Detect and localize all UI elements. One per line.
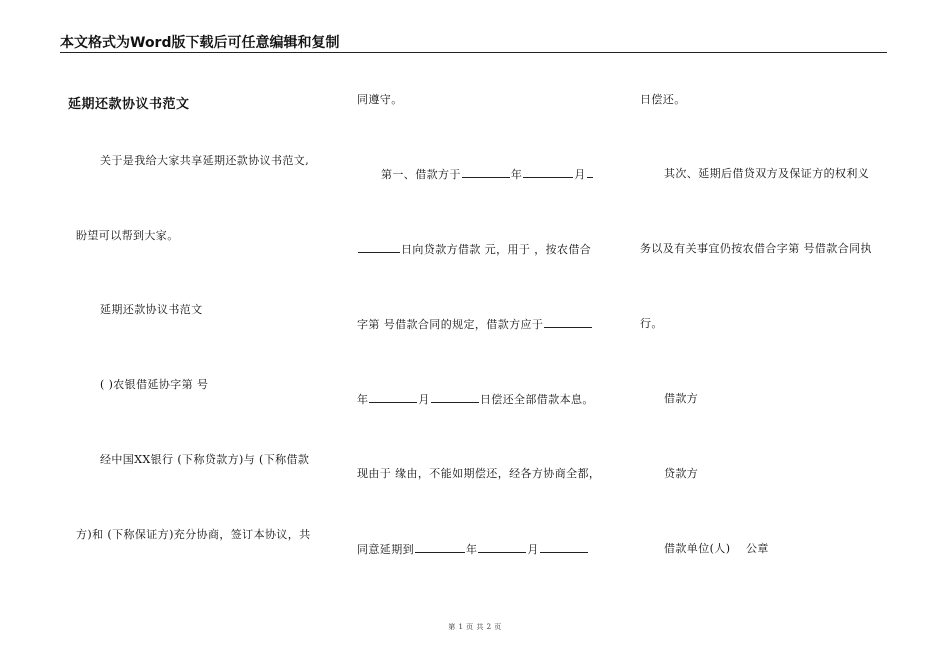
line-text: 日向贷款方借款 元，用于 ，按农借合 xyxy=(401,243,592,256)
paragraph-line xyxy=(357,317,593,332)
paragraph-line: 借款单位(人) 公章 xyxy=(664,542,769,555)
fill-in-blank xyxy=(462,167,510,178)
paragraph-line: 日偿还。 xyxy=(640,93,686,106)
fill-in-blank xyxy=(587,167,593,178)
line-text: 月 xyxy=(527,543,539,556)
paragraph-line: 借款方 xyxy=(664,392,699,405)
document-header: 本文格式为Word版下载后可任意编辑和复制 xyxy=(60,35,340,51)
document-title: 延期还款协议书范文 xyxy=(68,97,190,112)
line-text: 年 xyxy=(466,543,478,556)
paragraph-line: 盼望可以帮到大家。 xyxy=(76,229,179,242)
fill-in-blank xyxy=(358,242,400,253)
paragraph-line xyxy=(381,167,594,182)
paragraph-line: 务以及有关事宜仍按农借合字第 号借款合同执 xyxy=(640,242,872,255)
paragraph-line: 延期还款协议书范文 xyxy=(100,303,203,316)
paragraph-line: 贷款方 xyxy=(664,467,699,480)
paragraph-line: 关于是我给大家共享延期还款协议书范文, xyxy=(100,154,310,167)
page-number: 第 1 页 共 2 页 xyxy=(448,623,502,631)
line-text: 年 xyxy=(510,168,523,181)
fill-in-blank xyxy=(415,542,465,553)
line-text: 月 xyxy=(418,393,430,406)
paragraph-line: 经中国XX银行 (下称贷款方)与 (下称借款 xyxy=(100,453,310,466)
line-text: 日偿还全部借款本息。 xyxy=(479,393,594,406)
paragraph-line: 行。 xyxy=(640,317,663,330)
paragraph-line: ( )农银借延协字第 号 xyxy=(100,378,209,391)
fill-in-blank xyxy=(478,542,526,553)
paragraph-line xyxy=(357,242,591,257)
fill-in-blank xyxy=(544,317,592,328)
line-text: 年 xyxy=(357,393,369,406)
paragraph-line: 方)和 (下称保证方)充分协商，签订本协议，共 xyxy=(76,528,311,541)
line-text: 月 xyxy=(574,168,586,181)
paragraph-line xyxy=(357,542,589,557)
paragraph-line: 其次、延期后借贷双方及保证方的权利义 xyxy=(664,167,870,180)
fill-in-blank xyxy=(431,392,479,403)
fill-in-blank xyxy=(523,167,573,178)
paragraph-line: 同遵守。 xyxy=(357,93,403,106)
fill-in-blank xyxy=(369,392,417,403)
paragraph-line: 现由于 缘由，不能如期偿还，经各方协商全都， xyxy=(357,467,601,480)
paragraph-line xyxy=(357,392,594,407)
header-divider xyxy=(60,52,887,53)
fill-in-blank xyxy=(540,542,588,553)
line-text: 第一、借款方于 xyxy=(381,168,461,181)
line-text: 字第 号借款合同的规定，借款方应于 xyxy=(357,318,544,331)
line-text: 同意延期到 xyxy=(357,543,414,556)
